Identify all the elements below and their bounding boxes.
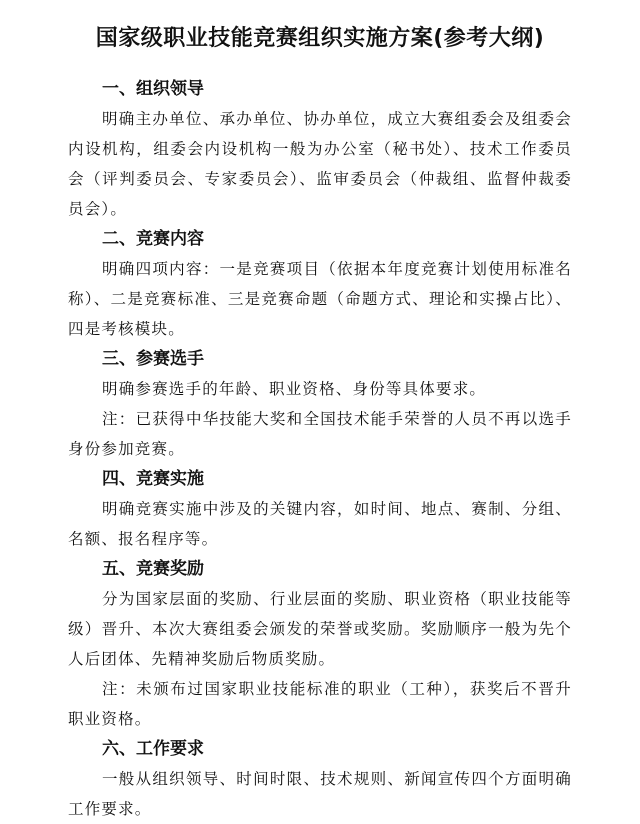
section-paragraph: 一般从组织领导、时间时限、技术规则、新闻宣传四个方面明确工作要求。 (68, 770, 572, 818)
document-title: 国家级职业技能竞赛组织实施方案(参考大纲) (95, 26, 545, 51)
section-implementation (68, 464, 572, 554)
section-note: 注：已获得中华技能大奖和全国技术能手荣誉的人员不再以选手身份参加竞赛。 (68, 410, 572, 458)
section-paragraph: 分为国家层面的奖励、行业层面的奖励、职业资格（职业技能等级）晋升、本次大赛组委会颁发的荣誉或奖励。奖励顺序一般为先个人后团体、先精神奖励后物质奖励。 (68, 590, 572, 668)
section-heading: 三、参赛选手 (102, 349, 204, 369)
section-awards (68, 554, 572, 734)
section-paragraph: 明确四项内容：一是竞赛项目（依据本年度竞赛计划使用标准名称）、二是竞赛标准、三是竞赛命题（命题方式、理论和实操占比）、四是考核模块。 (68, 260, 572, 338)
section-content (68, 224, 572, 344)
section-paragraph: 明确竞赛实施中涉及的关键内容，如时间、地点、赛制、分组、名额、报名程序等。 (68, 500, 572, 548)
section-note: 注：未颁布过国家职业技能标准的职业（工种），获奖后不晋升职业资格。 (68, 680, 572, 728)
section-contestants (68, 344, 572, 464)
section-heading: 四、竞赛实施 (102, 469, 204, 489)
section-requirements (68, 734, 572, 824)
section-heading: 一、组织领导 (102, 79, 204, 99)
section-paragraph: 明确参赛选手的年龄、职业资格、身份等具体要求。 (102, 380, 487, 398)
section-heading: 二、竞赛内容 (102, 229, 204, 249)
section-paragraph: 明确主办单位、承办单位、协办单位，成立大赛组委会及组委会内设机构，组委会内设机构一般为办公室（秘书处）、技术工作委员会（评判委员会、专家委员会）、监审委员会（仲裁组、监督仲裁委员会）。 (68, 110, 572, 218)
section-organization (68, 74, 572, 224)
section-heading: 六、工作要求 (102, 739, 204, 759)
section-heading: 五、竞赛奖励 (102, 559, 204, 579)
